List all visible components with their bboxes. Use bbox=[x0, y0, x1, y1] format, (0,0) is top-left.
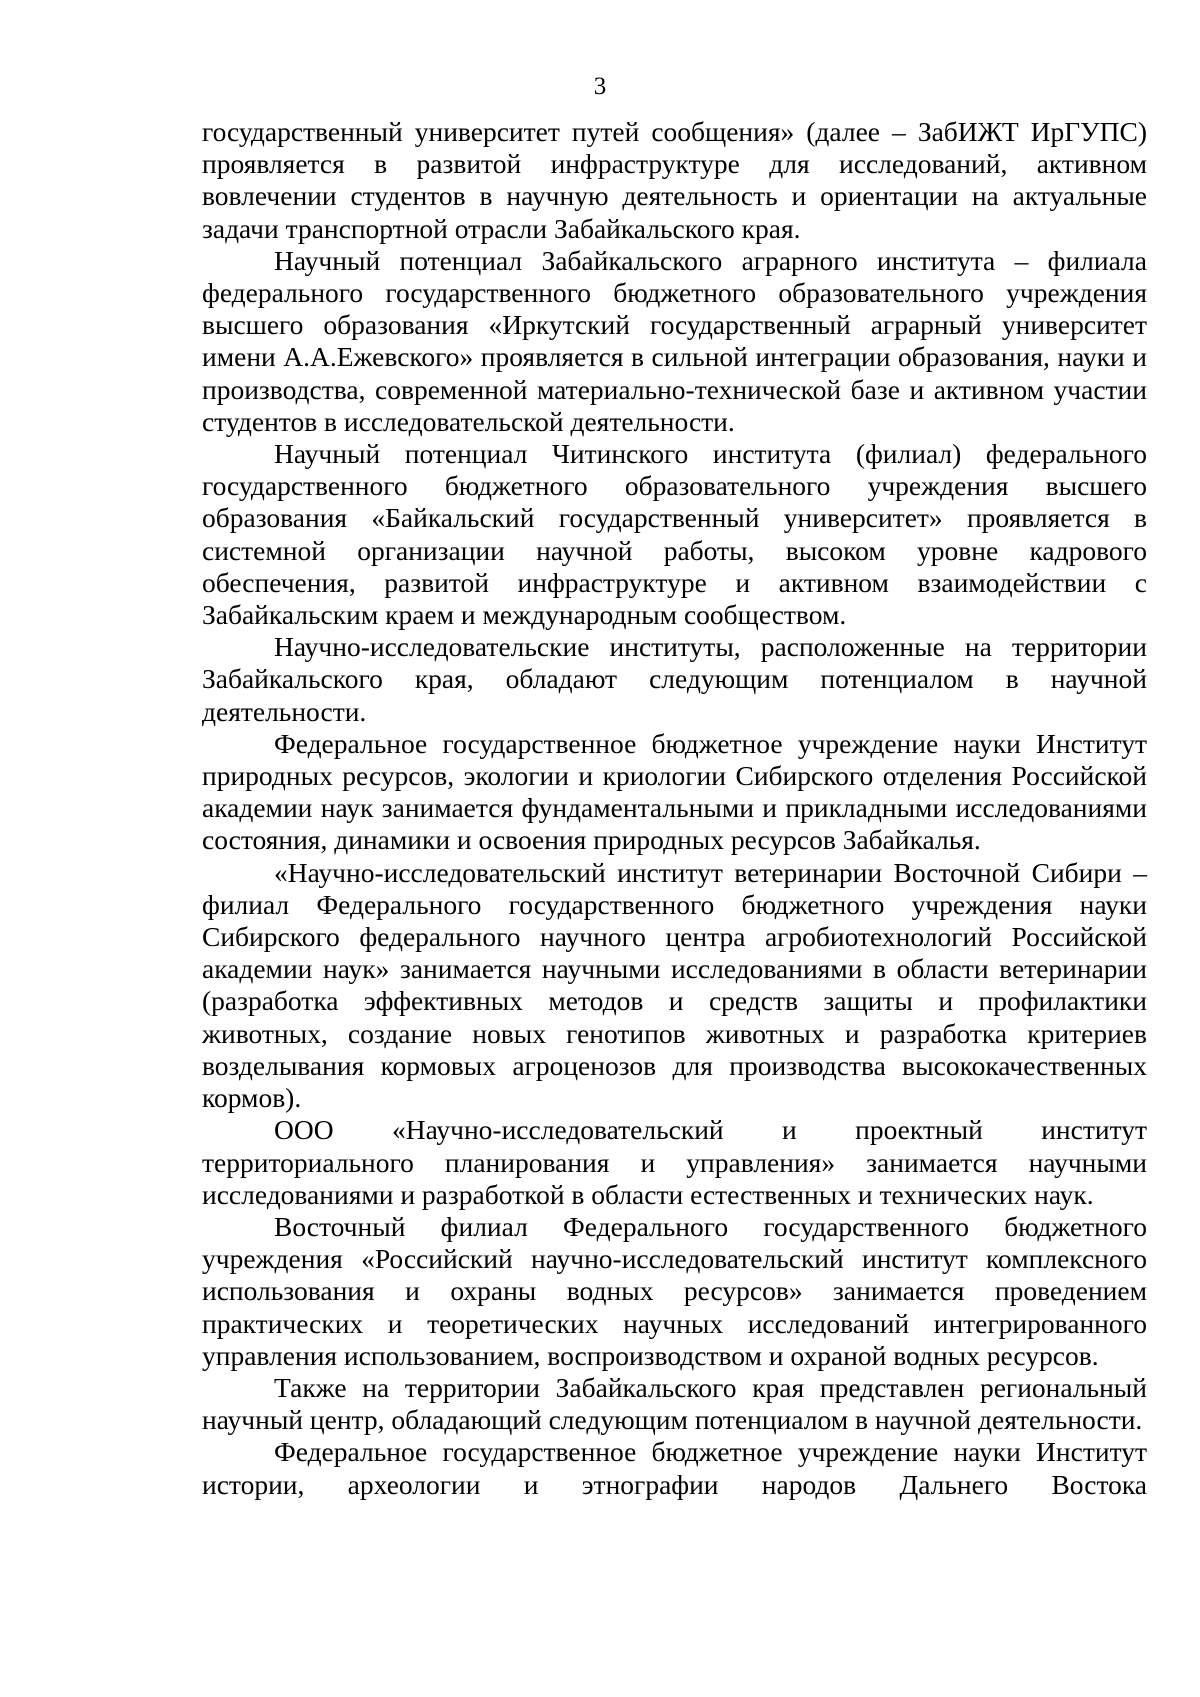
paragraph: ООО «Научно-исследовательский и проектный институт территориального планирования и управления» занимается научными исследованиями и разработкой в области естественных и технических наук. bbox=[202, 1114, 1147, 1210]
paragraph: Восточный филиал Федерального государственного бюджетного учреждения «Российский научно-исследовательский институт комплексного использования и охраны водных ресурсов» занимается проведением практических и теоретических научных исследований интегрированного управления использованием, воспроизводством и охраной водных ресурсов. bbox=[202, 1210, 1147, 1371]
page-number: 3 bbox=[593, 73, 607, 100]
paragraph: Федеральное государственное бюджетное учреждение науки Институт истории, археологии и этнографии народов Дальнего Востока bbox=[202, 1436, 1147, 1500]
paragraph: Также на территории Забайкальского края представлен региональный научный центр, обладающий следующим потенциалом в научной деятельности. bbox=[202, 1371, 1147, 1436]
paragraph: Научно-исследовательские институты, расположенные на территории Забайкальского края, обладают следующим потенциалом в научной деятельности. bbox=[202, 631, 1147, 727]
paragraph: Научный потенциал Забайкальского аграрного института – филиала федерального государственного бюджетного образовательного учреждения высшего образования «Иркутский государственный аграрный университет имени А.А.Ежевского» проявляется в сильной интеграции образования, науки и производства, современной материально-технической базе и активном участии студентов в исследовательской деятельности. bbox=[202, 244, 1147, 437]
paragraph: Научный потенциал Читинского института (филиал) федерального государственного бюджетного образовательного учреждения высшего образования «Байкальский государственный университет» проявляется в системной организации научной работы, высоком уровне кадрового обеспечения, развитой инфраструктуре и активном взаимодействии с Забайкальским краем и международным сообществом. bbox=[202, 438, 1147, 631]
paragraph: государственный университет путей сообщения» (далее – ЗабИЖТ ИрГУПС) проявляется в развитой инфраструктуре для исследований, активном вовлечении студентов в научную деятельность и ориентации на актуальные задачи транспортной отрасли Забайкальского края. bbox=[202, 116, 1147, 244]
document-body bbox=[202, 116, 1147, 1501]
paragraph: Федеральное государственное бюджетное учреждение науки Институт природных ресурсов, экологии и криологии Сибирского отделения Российской академии наук занимается фундаментальными и прикладными исследованиями состояния, динамики и освоения природных ресурсов Забайкалья. bbox=[202, 727, 1147, 856]
paragraph: «Научно-исследовательский институт ветеринарии Восточной Сибири – филиал Федерального государственного бюджетного учреждения науки Сибирского федерального научного центра агробиотехнологий Российской академии наук» занимается научными исследованиями в области ветеринарии (разработка эффективных методов и средств защиты и профилактики животных, создание новых генотипов животных и разработка критериев возделывания кормовых агроценозов для производства высококачественных кормов). bbox=[202, 856, 1147, 1114]
